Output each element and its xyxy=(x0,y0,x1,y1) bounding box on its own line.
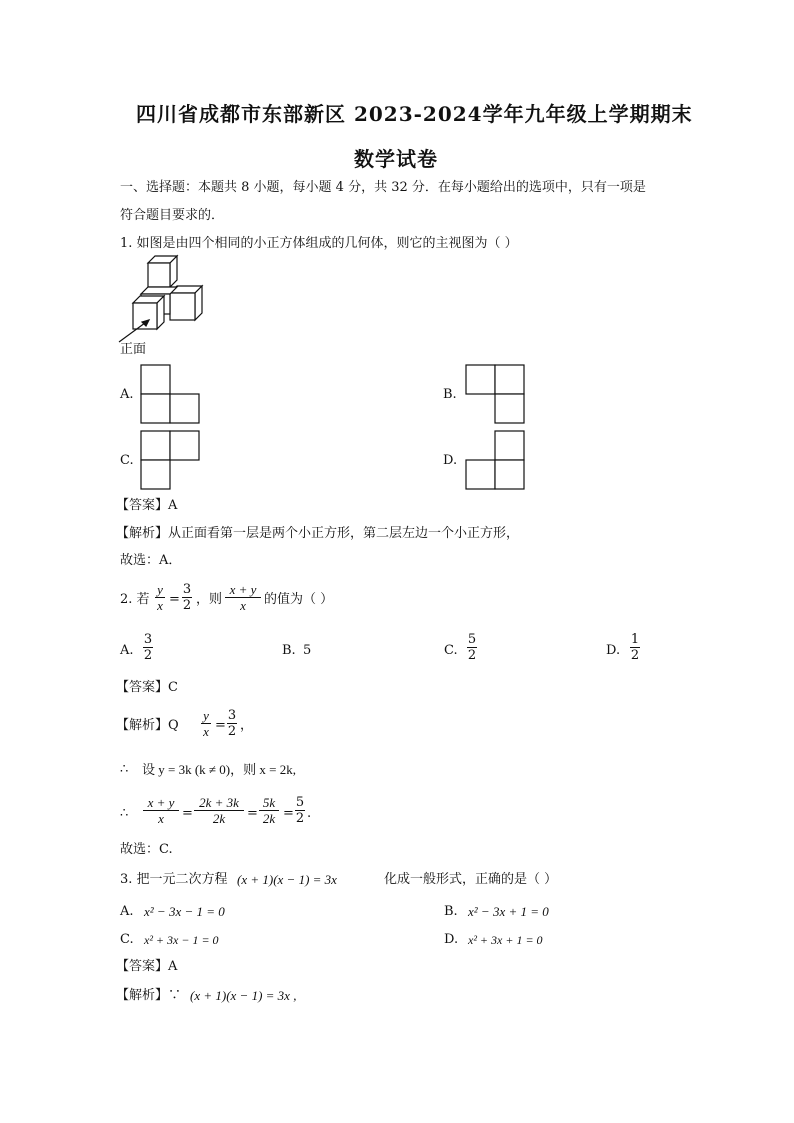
q2-analysis-head: 【解析】Q xyxy=(116,718,179,733)
q1-option-d-label: D. xyxy=(443,453,458,468)
q2-step2-end: . xyxy=(307,806,312,821)
frac-den: x xyxy=(240,598,246,613)
q2-answer: 【答案】C xyxy=(116,680,178,695)
frac-num: x + y xyxy=(147,795,175,810)
q1-option-c-label: C. xyxy=(120,453,134,468)
frac-den: 2k xyxy=(212,811,226,826)
q2-analysis-frac-3-2 xyxy=(226,708,238,739)
q3-stem-equation: (x + 1)(x − 1) = 3x xyxy=(237,872,337,887)
q3-stem-pre: 3. 把一元二次方程 xyxy=(120,872,228,887)
q3-answer: 【答案】A xyxy=(116,959,178,974)
frac-num: x + y xyxy=(229,582,257,597)
q3-option-c-equation: x² + 3x − 1 = 0 xyxy=(144,933,219,947)
frac-den: x xyxy=(203,724,209,739)
q2-option-a-frac xyxy=(142,632,154,663)
frac-den: 2 xyxy=(467,648,477,663)
q1-option-a-label: A. xyxy=(120,387,134,402)
q2-frac-y-x xyxy=(154,582,166,613)
frac-num: y xyxy=(157,582,163,597)
q2-option-a-label: A. xyxy=(120,643,134,658)
q1-analysis: 【解析】从正面看第一层是两个小正方形，第二层左边一个小正方形， xyxy=(116,526,520,541)
q2-analysis-frac-y-x xyxy=(200,708,212,739)
frac-num: 5k xyxy=(262,795,276,810)
q3-option-b-equation: x² − 3x + 1 = 0 xyxy=(468,904,549,919)
frac-den: 2 xyxy=(182,598,192,613)
section-intro-line2: 符合题目要求的． xyxy=(120,208,225,223)
q1-option-b-label: B. xyxy=(443,387,457,402)
page-subtitle: 数学试卷 xyxy=(354,147,438,171)
q3-analysis-head: 【解析】∵ xyxy=(116,988,182,1003)
q1-option-a-figure xyxy=(140,364,202,424)
q3-option-a-label: A. xyxy=(120,904,134,919)
q3-option-b-label: B. xyxy=(444,904,458,919)
q1-option-b-figure xyxy=(465,364,527,424)
frac-num: 3 xyxy=(182,582,192,597)
q2-step1-text: 设 y = 3k (k ≠ 0)，则 x = 2k, xyxy=(142,762,296,777)
frac-den: 2 xyxy=(143,648,153,663)
q1-answer: 【答案】A xyxy=(116,498,178,513)
q2-step2-eq1: = xyxy=(182,806,193,821)
cube-top-front xyxy=(148,263,170,287)
q2-option-c-label: C. xyxy=(444,643,458,658)
q2-step2-eq3: = xyxy=(283,806,294,821)
q2-option-b-value: 5 xyxy=(303,643,312,658)
frac-den: 2 xyxy=(227,724,237,739)
q2-step2-symbol: ∴ xyxy=(120,806,129,821)
q2-mid: ，则 xyxy=(196,592,223,607)
frac-den: 2 xyxy=(295,811,305,826)
q2-step2-frac-2 xyxy=(193,795,245,826)
frac-den: x xyxy=(157,598,163,613)
q3-analysis-equation: (x + 1)(x − 1) = 3x , xyxy=(190,988,297,1003)
frac-num: 5 xyxy=(295,795,305,810)
q2-eq1: = xyxy=(169,592,180,607)
frac-num: y xyxy=(203,708,209,723)
q3-option-c-label: C. xyxy=(120,932,134,947)
q3-option-a-equation: x² − 3x − 1 = 0 xyxy=(144,904,225,919)
frac-num: 3 xyxy=(143,632,153,647)
section-intro-line1: 一、选择题：本题共 8 小题，每小题 4 分，共 32 分．在每小题给出的选项中，只有一项是 xyxy=(120,180,646,195)
q1-stem: 1. 如图是由四个相同的小正方体组成的几何体，则它的主视图为（ ） xyxy=(120,236,518,251)
q2-step2-frac-1 xyxy=(142,795,180,826)
q2-num: 2. 若 xyxy=(120,592,150,607)
frac-num: 3 xyxy=(227,708,237,723)
frac-den: 2 xyxy=(630,648,640,663)
q1-cube-figure xyxy=(115,258,215,348)
cube-right-front xyxy=(170,293,195,320)
q2-choice: 故选：C. xyxy=(120,842,173,857)
cube-mid-top xyxy=(141,287,177,294)
q2-option-c-frac xyxy=(466,632,478,663)
q1-option-c-figure xyxy=(140,430,202,490)
q2-tail: 的值为（ ） xyxy=(264,592,334,607)
q2-step2-eq2: = xyxy=(247,806,258,821)
q2-analysis-eq: = xyxy=(215,718,226,733)
q2-step1-symbol: ∴ xyxy=(120,762,129,777)
q3-stem-post: 化成一般形式，正确的是（ ） xyxy=(384,872,558,887)
frac-num: 2k + 3k xyxy=(199,795,239,810)
page-title: 四川省成都市东部新区 2023-2024学年九年级上学期期末 xyxy=(136,102,693,126)
q3-option-d-equation: x² + 3x + 1 = 0 xyxy=(468,933,543,947)
front-view-label: 正面 xyxy=(120,342,147,357)
q2-step2-frac-4 xyxy=(294,795,306,826)
q2-analysis-comma: ， xyxy=(240,718,254,733)
q2-option-d-frac xyxy=(629,632,641,663)
frac-den: x xyxy=(158,811,164,826)
q2-step2-frac-3 xyxy=(258,795,280,826)
q1-choice: 故选：A． xyxy=(120,553,182,568)
q2-frac-xy-x xyxy=(224,582,262,613)
frac-den: 2k xyxy=(262,811,276,826)
q2-option-d-label: D. xyxy=(606,643,621,658)
frac-num: 5 xyxy=(467,632,477,647)
q1-option-d-figure xyxy=(465,430,527,490)
q2-frac-3-2 xyxy=(181,582,193,613)
q3-option-d-label: D. xyxy=(444,932,459,947)
frac-num: 1 xyxy=(630,632,640,647)
q2-option-b-label: B. xyxy=(282,643,296,658)
